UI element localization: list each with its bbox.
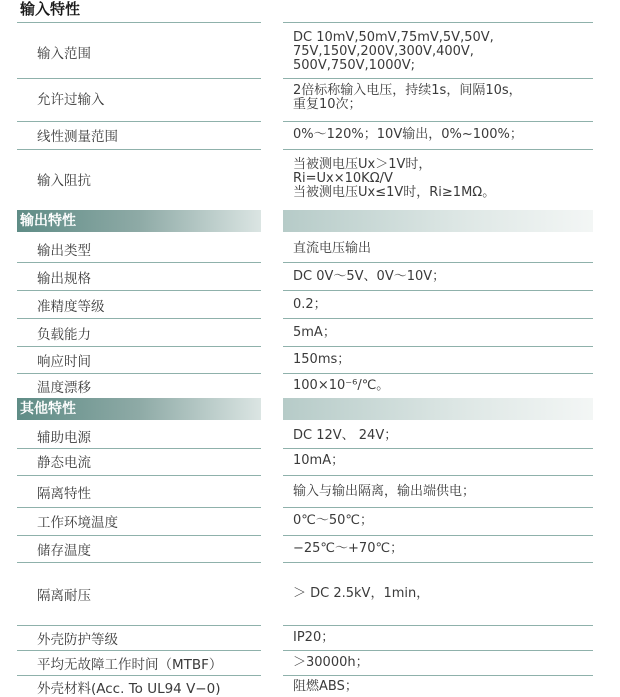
row-value: 5mA； [293, 325, 336, 340]
row-value: 0.2； [293, 297, 327, 312]
row-label: 外壳防护等级 [37, 632, 118, 648]
section-title-other: 其他特性 [20, 401, 76, 417]
row-label: 静态电流 [37, 455, 91, 471]
row-label: 外壳材料(Acc. To UL94 V−0) [37, 680, 221, 697]
row-value: ＞30000h； [293, 655, 369, 670]
row-value: 直流电压输出 [293, 241, 372, 256]
spec-row-output-spec [17, 264, 593, 290]
spec-row-input-impedance [17, 152, 593, 206]
row-label: 响应时间 [37, 354, 91, 370]
row-label: 隔离耐压 [37, 588, 91, 604]
row-label: 辅助电源 [37, 430, 91, 446]
section-header-input [17, 0, 593, 22]
divider [283, 149, 593, 150]
row-label: 平均无故障工作时间（MTBF） [37, 657, 223, 673]
spec-row-isolation-voltage [17, 565, 593, 623]
row-value: DC 0V～5V、0V～10V； [293, 269, 446, 284]
row-label: 输出规格 [37, 271, 91, 287]
spec-row-load [17, 320, 593, 346]
divider [283, 262, 593, 263]
row-value: DC 12V、 24V； [293, 428, 398, 443]
spec-row-protection [17, 626, 593, 650]
spec-row-storage-temp [17, 536, 593, 562]
divider [283, 318, 593, 319]
row-label: 温度漂移 [37, 380, 91, 396]
row-value: 100×10⁻⁶/℃。 [293, 378, 390, 393]
row-label: 储存温度 [37, 543, 91, 559]
row-label: 线性测量范围 [37, 129, 118, 145]
divider [283, 475, 593, 476]
divider [17, 22, 261, 23]
spec-row-linear-range [17, 122, 593, 148]
row-value: −25℃～+70℃； [293, 541, 404, 556]
spec-row-operating-temp [17, 508, 593, 534]
spec-row-isolation [17, 477, 593, 507]
row-label: 工作环境温度 [37, 515, 118, 531]
row-label: 输入阻抗 [37, 173, 91, 189]
spec-row-housing-material [17, 676, 593, 697]
spec-row-accuracy [17, 292, 593, 318]
row-value: 0%～120%；10V输出，0%~100%； [293, 127, 523, 142]
divider [17, 78, 261, 79]
row-label: 隔离特性 [37, 486, 91, 502]
row-value: DC 10mV,50mV,75mV,5V,50V, 75V,150V,200V,300V,400V, 500V,750V,1000V; [293, 30, 494, 73]
section-title-input: 输入特性 [20, 0, 81, 18]
row-value: 输入与输出隔离，输出端供电； [293, 484, 476, 499]
row-value: 2倍标称输入电压，持续1s，间隔10s， 重复10次； [293, 83, 522, 112]
row-value: 当被测电压Ux＞1V时， Ri=Ux×10KΩ/V 当被测电压Ux≤1V时，Ri≥1MΩ。 [293, 157, 496, 200]
row-label: 允许过输入 [37, 92, 105, 108]
spec-row-output-type [17, 236, 593, 262]
divider [17, 262, 261, 263]
divider [17, 562, 261, 563]
section-title-output: 输出特性 [20, 213, 76, 229]
row-label: 输入范围 [37, 46, 91, 62]
divider [283, 562, 593, 563]
row-value: 阻燃ABS； [293, 678, 358, 694]
divider [283, 290, 593, 291]
row-label: 负载能力 [37, 327, 91, 343]
spec-row-mtbf [17, 651, 593, 675]
spec-row-response-time [17, 347, 593, 373]
divider [17, 290, 261, 291]
divider [17, 475, 261, 476]
divider [17, 149, 261, 150]
row-value: 10mA； [293, 453, 345, 468]
spec-row-input-range [17, 28, 593, 76]
spec-row-overload [17, 80, 593, 116]
row-value: 0℃～50℃； [293, 513, 374, 528]
row-label: 输出类型 [37, 243, 91, 259]
row-label: 准精度等级 [37, 299, 105, 315]
section-header-output [17, 210, 593, 232]
spec-row-static-current [17, 449, 593, 473]
divider [17, 318, 261, 319]
divider [283, 22, 593, 23]
divider [283, 78, 593, 79]
spec-row-temp-drift [17, 374, 593, 398]
row-value: ＞ DC 2.5kV，1min， [293, 586, 430, 601]
spec-row-aux-power [17, 424, 593, 448]
section-header-other [17, 398, 593, 420]
row-value: 150ms； [293, 352, 351, 367]
row-value: IP20； [293, 630, 335, 645]
